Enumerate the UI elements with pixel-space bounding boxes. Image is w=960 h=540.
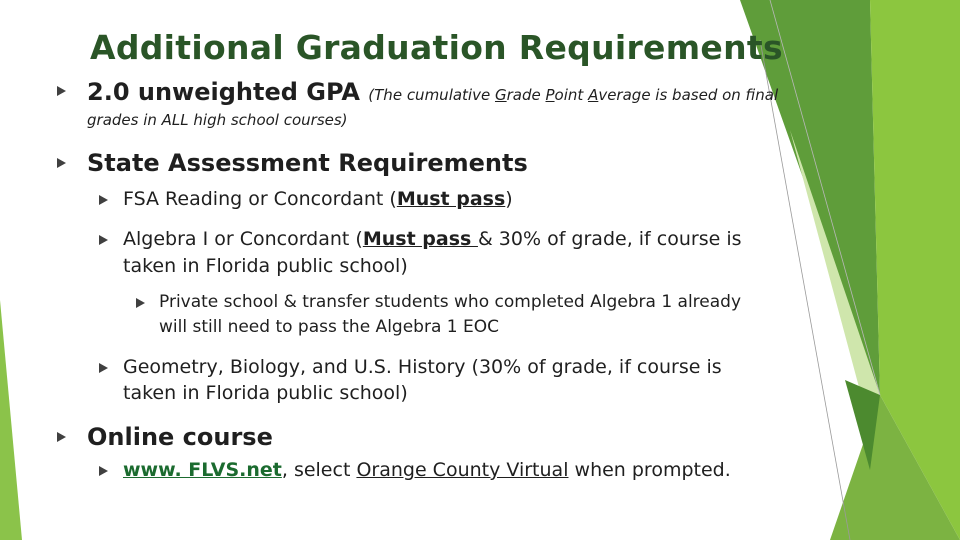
algebra-text: Algebra I or Concordant ( bbox=[123, 228, 363, 250]
gpa-note-verage: verage is based on final bbox=[598, 86, 779, 104]
slide-title: Additional Graduation Requirements bbox=[90, 28, 783, 67]
flvs-link[interactable]: www. FLVS.net bbox=[123, 459, 282, 481]
gpa-note-a: A bbox=[588, 86, 599, 104]
flvs-item bbox=[123, 459, 731, 481]
bullet-geometry bbox=[99, 363, 108, 373]
geometry-line2: taken in Florida public school) bbox=[123, 382, 408, 404]
bullet-algebra bbox=[99, 235, 108, 245]
flvs-end: when prompted. bbox=[568, 459, 731, 481]
bullet-gpa bbox=[57, 86, 66, 96]
gpa-label: 2.0 unweighted GPA bbox=[87, 78, 360, 106]
gpa-note-oint: oint bbox=[554, 86, 589, 104]
gpa-note-open: (The cumulative bbox=[368, 86, 495, 104]
gpa-note-g: G bbox=[494, 86, 507, 104]
orange-county-virtual: Orange County Virtual bbox=[356, 459, 569, 481]
fsa-item bbox=[123, 188, 513, 210]
private-line1: Private school & transfer students who completed Algebra 1 already bbox=[159, 292, 742, 312]
bullet-flvs bbox=[99, 466, 108, 476]
gpa-note-line2: grades in ALL high school courses) bbox=[87, 111, 348, 129]
gpa-note bbox=[368, 86, 778, 104]
flvs-mid: , select bbox=[281, 459, 357, 481]
geometry-line1: Geometry, Biology, and U.S. History (30% of grade, if course is bbox=[123, 356, 722, 378]
bullet-online bbox=[57, 432, 66, 442]
gpa-note-p: P bbox=[545, 86, 555, 104]
gpa-note-rade: rade bbox=[506, 86, 546, 104]
algebra-item bbox=[123, 228, 742, 250]
bullet-state bbox=[57, 158, 66, 168]
fsa-must-pass: Must pass bbox=[396, 188, 506, 210]
bullet-private bbox=[136, 298, 145, 308]
state-heading: State Assessment Requirements bbox=[87, 149, 528, 177]
fsa-text: FSA Reading or Concordant ( bbox=[123, 188, 397, 210]
online-heading: Online course bbox=[87, 423, 273, 451]
algebra-line2: taken in Florida public school) bbox=[123, 255, 408, 277]
left-green-strip bbox=[0, 300, 22, 540]
private-line2: will still need to pass the Algebra 1 EOC bbox=[159, 317, 499, 337]
gpa-item bbox=[87, 78, 778, 106]
algebra-must-pass: Must pass bbox=[362, 228, 478, 250]
fsa-close: ) bbox=[505, 188, 513, 210]
bullet-fsa bbox=[99, 195, 108, 205]
algebra-text-2: & 30% of grade, if course is bbox=[477, 228, 742, 250]
